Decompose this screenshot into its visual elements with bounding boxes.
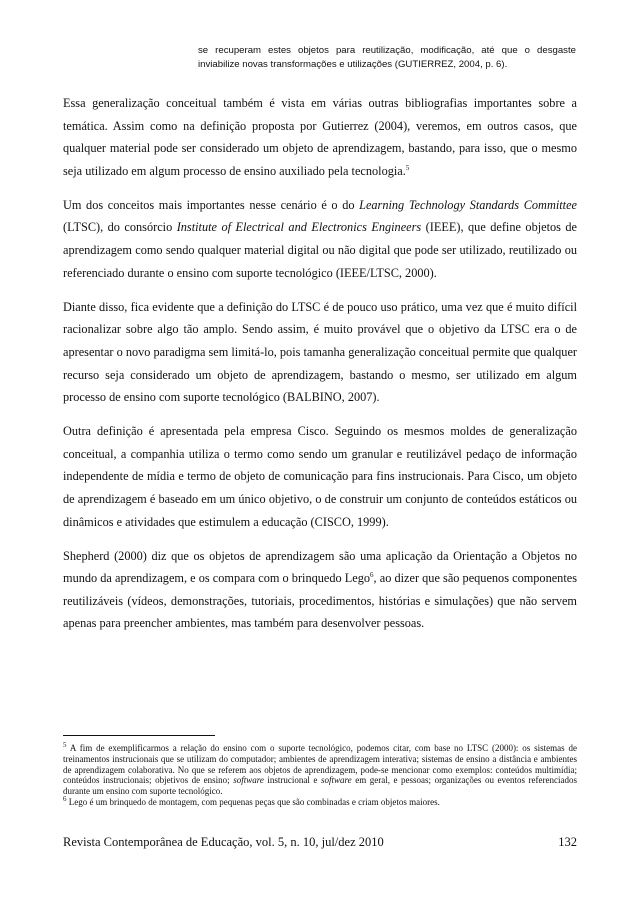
block-quote	[198, 44, 576, 71]
footnote-ref[interactable]: 5	[405, 163, 410, 172]
footnote-divider	[63, 735, 215, 736]
paragraph-text: Um dos conceitos mais importantes nesse cenário é o do	[63, 197, 360, 212]
paragraph	[63, 296, 577, 409]
footnote-text: em geral, e pessoas; organizações ou eventos referenciados durante um ensino com suporte tecnológico.	[63, 775, 577, 797]
footnote-text: A fim de exemplificarmos a relação do ensino com o suporte tecnológico, podemos citar, com base no LTSC (2000): os sistemas de treinamentos instrucionais que se utilizam do computador; ambientes de aprendizagem interativa; sistemas de ensino a distância e ambientes de aprendizagem colaborativa. No que se referem aos objetos de aprendizagem, pode-se mencionar como exemplos: conteúdos multimídia; conteúdos instrucionais; objetivos de ensino;	[63, 743, 577, 786]
paragraph-text: Shepherd (2000) diz que os objetos de aprendizagem são uma aplicação da Orientação a Objetos no mundo da aprendizagem, e os compara com o brinquedo Lego	[63, 548, 577, 586]
paragraph-text: Essa generalização conceitual também é vista em várias outras bibliografias importantes sobre a temática. Assim como na definição proposta por Gutierrez (2004), veremos, em outros casos, que qualquer material pode ser considerado um objeto de aprendizagem, bastando, para isso, que o mesmo seja utilizado em algum processo de ensino auxiliado pela tecnologia.	[63, 96, 577, 178]
body-text	[63, 92, 577, 647]
italic-term: Learning Technology Standards Committee	[359, 197, 577, 212]
footnote-number: 6	[63, 794, 67, 803]
italic-term: software	[233, 775, 264, 786]
paragraph	[63, 420, 577, 533]
paragraph-text: Diante disso, fica evidente que a definição do LTSC é de pouco uso prático, uma vez que é muito difícil racionalizar sobre algo tão amplo. Sendo assim, é muito provável que o objetivo da LTSC era o de apresentar o novo paradigma sem limitá-lo, pois tamanha generalização conceitual permite que qualquer recurso seja considerado um objeto de aprendizagem, bastando o mesmo, ser utilizado em algum processo de ensino com suporte tecnológico (BALBINO, 2007).	[63, 299, 577, 405]
footnote	[63, 743, 577, 797]
footnote-text: Lego é um brinquedo de montagem, com pequenas peças que são combinadas e criam objetos maiores.	[66, 796, 440, 807]
footnote-text: instrucional e	[263, 775, 321, 786]
paragraph	[63, 194, 577, 284]
page-number: 132	[558, 835, 577, 849]
italic-term: software	[320, 775, 352, 786]
footnote-ref[interactable]: 6	[370, 571, 374, 580]
paragraph	[63, 545, 577, 635]
paragraph-text: , ao dizer que são pequenos componentes reutilizáveis (vídeos, demonstrações, tutoriais, procedimentos, histórias e simulações) que não servem apenas para preencher ambientes, mas também para desenvolver pessoas.	[63, 571, 577, 631]
paragraph-text: (LTSC), do consórcio	[63, 220, 177, 235]
footnote	[63, 794, 577, 808]
journal-citation: Revista Contemporânea de Educação, vol. 5, n. 10, jul/dez 2010	[63, 835, 384, 849]
paragraph-text: Outra definição é apresentada pela empresa Cisco. Seguindo os mesmos moldes de generalização conceitual, a companhia utiliza o termo como sendo um granular e reutilizável pedaço de informação independente de mídia e termo de objeto de comunicação para fins instrucionais. Para Cisco, um objeto de aprendizagem é baseado em um único objetivo, o de construir um conjunto de conteúdos estáticos ou dinâmicos e atividades que estimulem a educação (CISCO, 1999).	[63, 424, 577, 529]
block-quote-text: se recuperam estes objetos para reutilização, modificação, até que o desgaste inviabilize novas transformações e utilizações (GUTIERREZ, 2004, p. 6).	[198, 45, 576, 70]
footnotes	[63, 735, 577, 808]
italic-term: Institute of Electrical and Electronics Engineers	[176, 220, 422, 235]
paragraph-text: (IEEE), que define objetos de aprendizagem como sendo qualquer material digital ou não digital que pode ser utilizado, reutilizado ou referenciado durante o ensino com suporte tecnológico (IEEE/LTSC, 2000).	[63, 220, 578, 280]
paragraph	[63, 92, 577, 182]
footnote-number: 5	[63, 741, 67, 749]
